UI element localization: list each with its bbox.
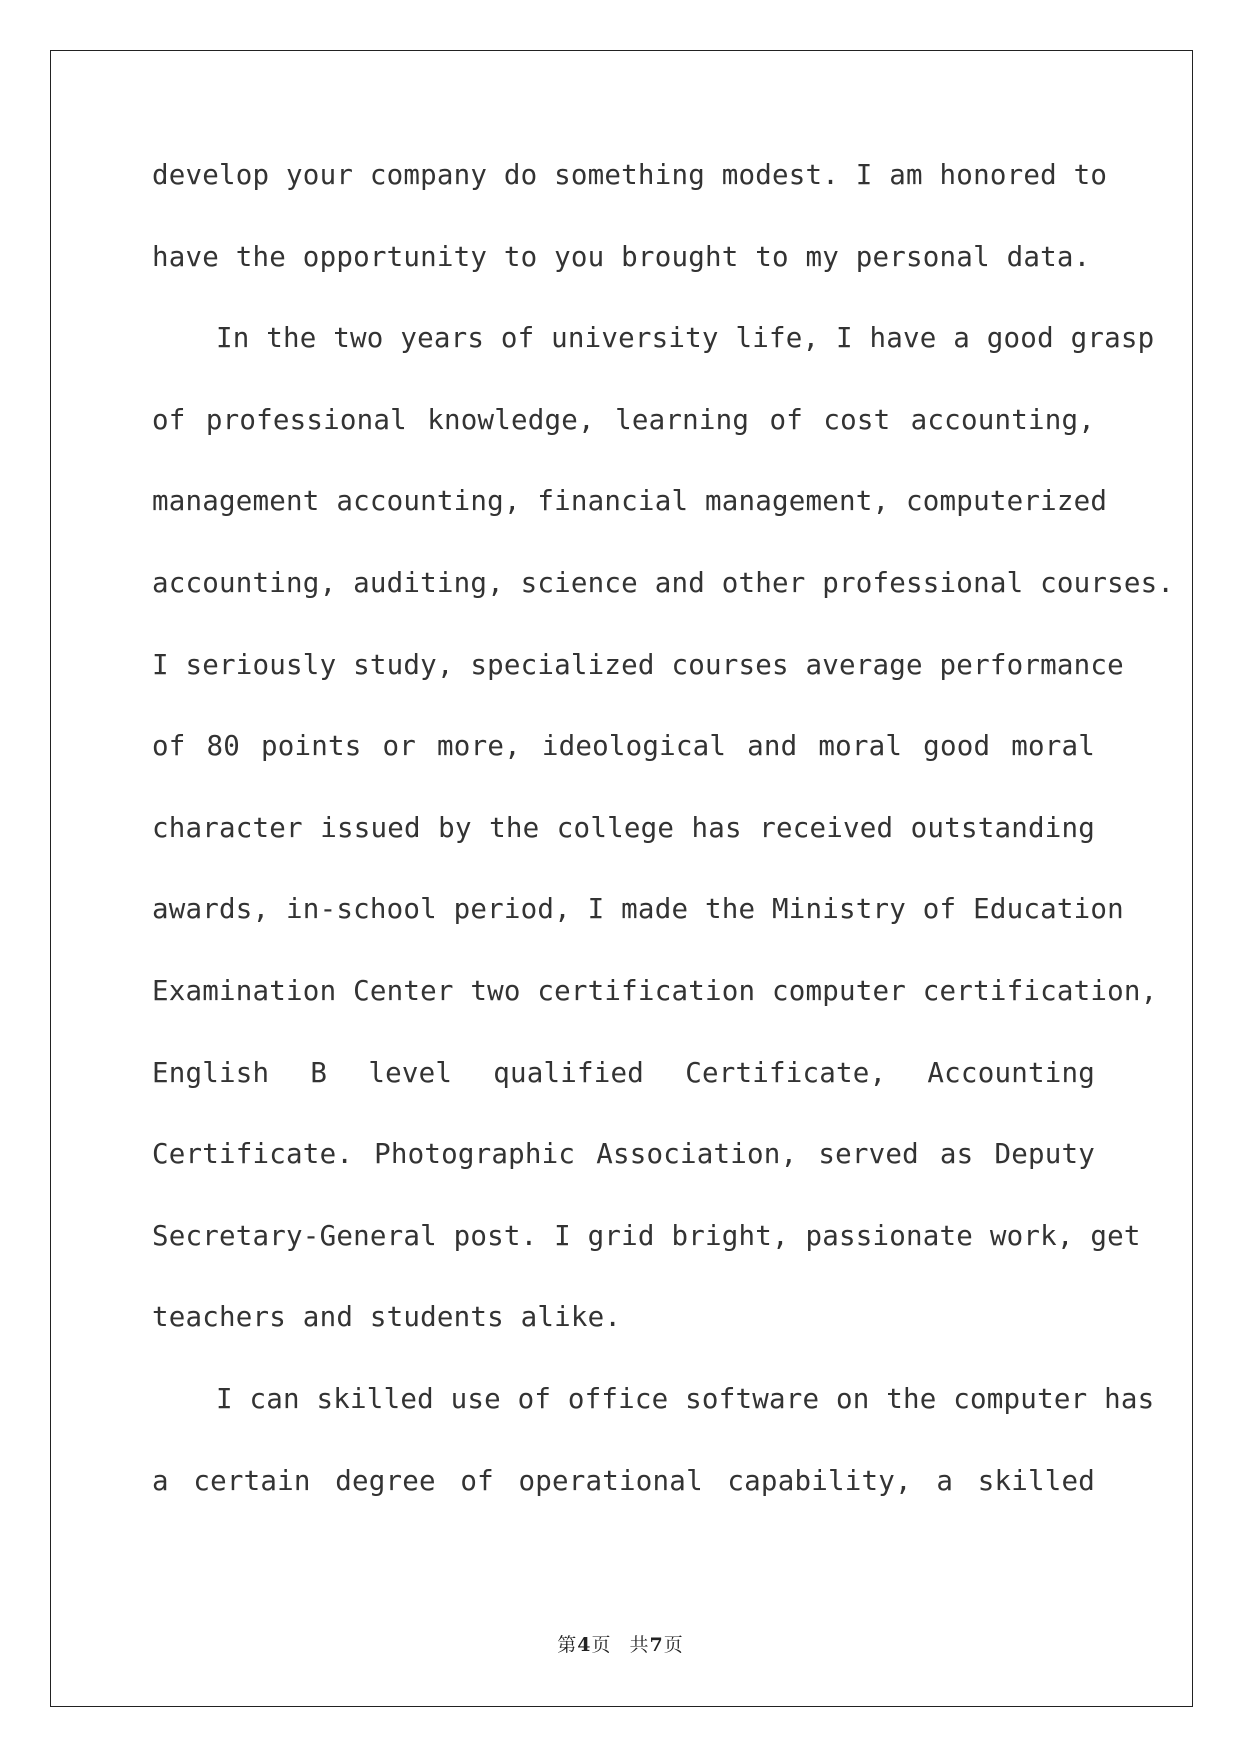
page-footer bbox=[0, 1630, 1241, 1657]
text-line: develop your company do something modest. I am honored to bbox=[152, 159, 1108, 191]
page-prefix: 第 bbox=[557, 1634, 578, 1656]
text-line: awards, in-school period, I made the Ministry of Education bbox=[152, 893, 1124, 926]
text-line: Examination Center two certification computer certification, bbox=[152, 974, 1158, 1007]
text-line: In the two years of university life, I have a good grasp bbox=[216, 322, 1155, 355]
text-line: Certificate. Photographic Association, served as Deputy bbox=[152, 1138, 1095, 1171]
text-line: a certain degree of operational capability, a skilled bbox=[152, 1464, 1095, 1497]
text-line: accounting, auditing, science and other professional courses. bbox=[152, 566, 1175, 599]
total-pages: 7 bbox=[649, 1634, 664, 1656]
text-line: I can skilled use of office software on the computer has bbox=[216, 1382, 1155, 1415]
text-line: of professional knowledge, learning of cost accounting, bbox=[152, 403, 1095, 436]
text-line: of 80 points or more, ideological and moral good moral bbox=[152, 730, 1095, 763]
page-suffix: 页 bbox=[591, 1634, 612, 1656]
total-suffix: 页 bbox=[663, 1634, 684, 1656]
text-line: English B level qualified Certificate, Accounting bbox=[152, 1056, 1095, 1089]
text-line: management accounting, financial management, computerized bbox=[152, 485, 1108, 518]
text-line: I seriously study, specialized courses average performance bbox=[152, 648, 1124, 681]
text-line: have the opportunity to you brought to my personal data. bbox=[152, 240, 1091, 273]
page-number: 4 bbox=[577, 1634, 592, 1656]
total-prefix: 共 bbox=[629, 1634, 650, 1656]
body-text bbox=[152, 158, 1175, 1545]
text-line: Secretary-General post. I grid bright, passionate work, get bbox=[152, 1219, 1141, 1252]
text-line: character issued by the college has received outstanding bbox=[152, 811, 1095, 844]
text-line: teachers and students alike. bbox=[152, 1301, 622, 1334]
